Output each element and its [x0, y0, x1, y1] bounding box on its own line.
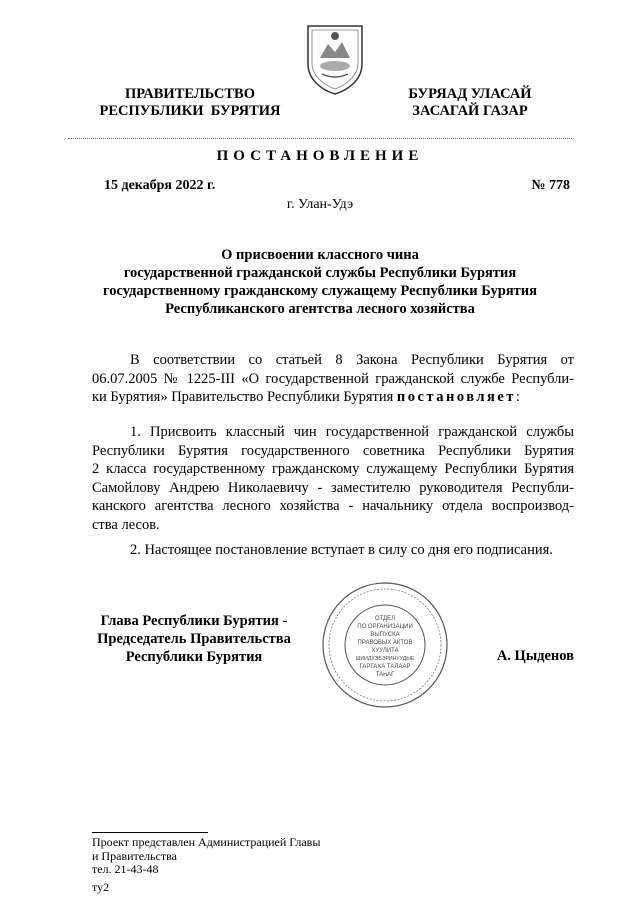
clause-line: канского агентства лесного хозяйства - начальнику отдела воспроизвод- [92, 498, 574, 514]
coat-of-arms-emblem [300, 18, 370, 96]
clause-line: Самойлову Андрею Николаевичу - заместителю руководителя Республи- [92, 479, 574, 496]
footer-note [92, 836, 320, 877]
seal-line: ВЫПУСКА [370, 632, 400, 638]
document-type: ПОСТАНОВЛЕНИЕ [216, 148, 424, 164]
preamble-line: 06.07.2005 № 1225-III «О государственной гражданской службе Республи- [92, 370, 574, 387]
header-left-line1: ПРАВИТЕЛЬСТВО [125, 86, 255, 102]
seal-line: ХУУЛИТА [371, 648, 399, 654]
footer-divider [92, 832, 208, 833]
footer-line: и Правительства [92, 848, 177, 863]
document-date: 15 декабря 2022 г. [104, 178, 216, 193]
seal-line: ПРАВОВЫХ АКТОВ [357, 640, 413, 646]
document-number: № 778 [531, 178, 570, 193]
header-right-line1: БУРЯАД УЛАСАЙ [408, 86, 532, 102]
header-right [380, 86, 560, 120]
header-right-line2: ЗАСАГАЙ ГАЗАР [412, 103, 528, 119]
preamble-line [92, 388, 574, 407]
title-line: О присвоении классного чина [221, 247, 419, 263]
document-title [96, 246, 544, 318]
header-left [80, 86, 300, 120]
footer-line: тел. 21-43-48 [92, 862, 159, 876]
header-left-line2: РЕСПУБЛИКИ БУРЯТИЯ [99, 103, 281, 119]
header-divider [68, 138, 572, 139]
footer-code: ту2 [92, 880, 110, 894]
signatory-title [90, 612, 298, 666]
signatory-title-line: Председатель Правительства [97, 631, 291, 647]
seal-line: ОТДЕЛ [374, 616, 396, 622]
signatory-title-line: Глава Республики Бурятия - [100, 613, 288, 629]
clause-1-paragraph [92, 423, 574, 534]
official-seal [320, 580, 450, 710]
preamble-paragraph [92, 351, 574, 407]
signatory-name: А. Цыденов [496, 648, 574, 664]
seal-line: ШИИДХЭБЭРИНУУДЫЕ [355, 656, 415, 662]
clause-line: Республики Бурятия государственного советника Республики Бурятия [92, 442, 574, 459]
preamble-line-text: ки Бурятия» Правительство Республики Бурятия [92, 389, 394, 405]
clause-line: 2. Настоящее постановление вступает в силу со дня его подписания. [130, 542, 553, 558]
signatory-title-line: Республики Бурятия [125, 649, 263, 665]
clause-line: 1. Присвоить классный чин государственной гражданской службы [130, 424, 574, 440]
clause-line: 2 класса государственному гражданскому служащему Республики Бурятия [92, 461, 574, 477]
title-line: Республиканского агентства лесного хозяйства [165, 301, 475, 317]
footer-line: Проект представлен Администрацией Главы [92, 835, 321, 849]
seal-line: ПО ОРГАНИЗАЦИИ [357, 624, 413, 630]
seal-line: ГАРГАХА ТАЛААР [359, 664, 411, 670]
decree-colon: : [515, 389, 520, 405]
document-city: г. Улан-Удэ [286, 197, 354, 212]
title-line: государственному гражданскому служащему Республики Бурятия [102, 283, 537, 299]
title-line: государственной гражданской службы Республики Бурятия [123, 265, 517, 281]
preamble-line: В соответствии со статьей 8 Закона Республики Бурятия от [130, 352, 574, 368]
clause-2-paragraph [92, 541, 574, 560]
seal-line: ТАҺАГ [375, 672, 395, 678]
clause-line: ства лесов. [92, 516, 160, 533]
decree-keyword: постановляет [396, 389, 516, 405]
